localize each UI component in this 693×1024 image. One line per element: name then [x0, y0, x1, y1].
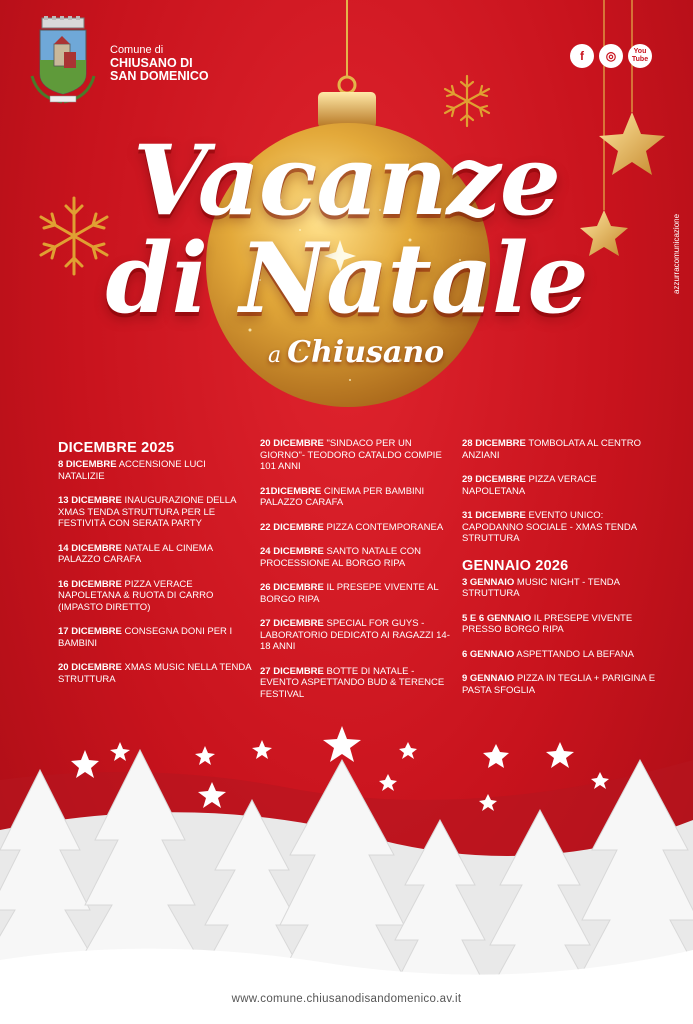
youtube-label-top: You — [633, 48, 647, 55]
event-item — [260, 666, 455, 701]
event-date: 22 DICEMBRE — [260, 521, 324, 533]
event-date: 16 DICEMBRE — [58, 578, 122, 590]
event-text: PIZZA CONTEMPORANEA — [323, 521, 444, 533]
event-item — [260, 486, 455, 509]
event-text: INAUGURAZIONE DELLA XMAS TENDA STRUTTURA PER LE FESTIVITÀ CON SERATA PARTY — [58, 495, 236, 529]
title-line1: Vacanze — [133, 124, 560, 237]
event-date: 21DICEMBRE — [260, 485, 322, 497]
event-item — [58, 662, 253, 685]
star-icon — [379, 774, 397, 791]
event-text: IL PRESEPE VIVENTE AL BORGO RIPA — [260, 582, 439, 605]
event-text: CINEMA PER BAMBINI PALAZZO CARAFA — [260, 485, 425, 508]
event-text: MUSIC NIGHT - TENDA STRUTTURA — [462, 576, 620, 599]
star-icon — [195, 746, 215, 765]
event-text: ASPETTANDO LA BEFANA — [514, 648, 634, 660]
coat-of-arms-logo — [24, 16, 104, 108]
municipality-name — [110, 44, 209, 83]
facebook-icon[interactable]: f — [570, 44, 594, 68]
event-date: 26 DICEMBRE — [260, 582, 324, 593]
event-text: TOMBOLATA AL CENTRO ANZIANI — [462, 438, 641, 461]
subtitle-prefix: a — [268, 343, 282, 368]
event-text: ACCENSIONE LUCI NATALIZIE — [58, 459, 206, 482]
event-item — [462, 613, 657, 636]
event-item — [260, 618, 455, 653]
municipality-name-line2: SAN DOMENICO — [110, 69, 209, 83]
event-date: 8 DICEMBRE — [58, 459, 117, 470]
event-date: 27 DICEMBRE — [260, 618, 324, 629]
event-text: "SINDACO PER UN GIORNO"- TEODORO CATALDO COMPIE 101 ANNI — [260, 438, 442, 472]
star-icon — [546, 742, 574, 768]
event-item — [58, 626, 253, 649]
event-date: 13 DICEMBRE — [58, 495, 122, 506]
event-text: SANTO NATALE CON PROCESSIONE AL BORGO RIPA — [260, 546, 422, 569]
event-date: 20 DICEMBRE — [58, 662, 122, 673]
star-icon — [483, 744, 509, 768]
instagram-icon[interactable]: ◎ — [599, 44, 623, 68]
event-text: PIZZA VERACE NAPOLETANA — [462, 474, 597, 497]
event-item — [260, 522, 455, 534]
event-date: 17 DICEMBRE — [58, 626, 122, 637]
event-date: 28 DICEMBRE — [462, 438, 526, 449]
event-date: 14 DICEMBRE — [58, 542, 122, 554]
youtube-icon[interactable] — [628, 44, 652, 68]
star-icon — [399, 742, 417, 759]
subtitle-place: Chiusano — [287, 335, 445, 370]
event-item — [260, 546, 455, 569]
event-item — [58, 579, 253, 614]
event-text: IL PRESEPE VIVENTE PRESSO BORGO RIPA — [462, 612, 633, 635]
event-item — [58, 543, 253, 566]
event-date: 3 GENNAIO — [462, 576, 515, 588]
subtitle — [268, 335, 444, 370]
star-icon — [252, 740, 272, 759]
youtube-label-bottom: Tube — [631, 56, 649, 63]
ornament-loop — [339, 77, 355, 93]
star-icon — [323, 726, 361, 762]
website-url[interactable]: www.comune.chiusanodisandomenico.av.it — [231, 993, 462, 1005]
event-date: 6 GENNAIO — [462, 648, 515, 660]
event-item — [462, 510, 657, 545]
event-item — [260, 438, 455, 473]
event-text: CONSEGNA DONI PER I BAMBINI — [58, 626, 233, 649]
month-heading: GENNAIO 2026 — [462, 557, 569, 574]
municipality-name-line1: CHIUSANO DI — [110, 56, 193, 70]
event-date: 27 DICEMBRE — [260, 665, 324, 677]
event-date: 5 E 6 GENNAIO — [462, 612, 532, 624]
event-date: 20 DICEMBRE — [260, 438, 324, 449]
credit-text: azzurracomunicazione — [672, 213, 681, 294]
title-line2: di Natale — [105, 222, 588, 335]
event-text: NATALE AL CINEMA PALAZZO CARAFA — [58, 542, 213, 565]
event-item — [462, 438, 657, 461]
month-heading: DICEMBRE 2025 — [58, 440, 175, 456]
ornament-cap — [318, 92, 376, 128]
event-date: 29 DICEMBRE — [462, 474, 526, 485]
event-item — [462, 649, 657, 661]
event-text: EVENTO UNICO: CAPODANNO SOCIALE - XMAS TENDA STRUTTURA — [462, 510, 637, 544]
event-date: 24 DICEMBRE — [260, 546, 324, 557]
event-text: PIZZA IN TEGLIA + PARIGINA E PASTA SFOGLIA — [462, 673, 656, 696]
event-text: XMAS MUSIC NELLA TENDA STRUTTURA — [58, 662, 252, 685]
events-column-3 — [462, 438, 657, 709]
snowflake-icon — [445, 76, 489, 126]
event-item — [260, 582, 455, 605]
event-item — [58, 459, 253, 482]
star-icon — [110, 742, 130, 761]
comune-label: Comune di — [110, 44, 164, 56]
event-item — [462, 673, 657, 696]
event-text: BOTTE DI NATALE - EVENTO ASPETTANDO BUD & TERENCE FESTIVAL — [260, 665, 445, 700]
event-date: 31 DICEMBRE — [462, 510, 526, 521]
event-text: PIZZA VERACE NAPOLETANA & RUOTA DI CARRO (IMPASTO DIRETTO) — [58, 578, 214, 613]
events-column-1 — [58, 440, 253, 698]
event-item — [462, 577, 657, 600]
event-date: 9 GENNAIO — [462, 673, 515, 684]
snowy-trees-scene — [0, 720, 693, 1024]
events-column-2 — [260, 438, 455, 713]
event-item — [58, 495, 253, 530]
event-item — [462, 474, 657, 497]
event-text: SPECIAL FOR GUYS - LABORATORIO DEDICATO AI RAGAZZI 14-18 ANNI — [260, 618, 450, 652]
